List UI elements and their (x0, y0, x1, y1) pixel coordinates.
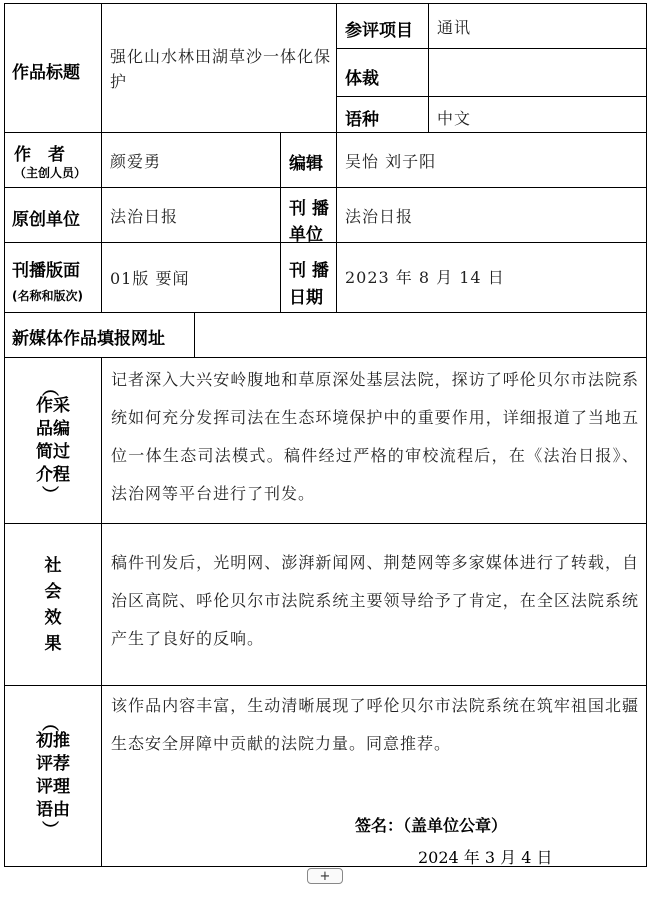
review-label-cell: （ 初推 评荐 评理 语由 ） (5, 686, 101, 866)
col-divider (280, 132, 281, 312)
row-divider (336, 48, 647, 49)
origin-unit-value: 法治日报 (110, 207, 179, 226)
language-value: 中文 (437, 109, 472, 128)
paren-close: ） (39, 820, 59, 838)
genre-label: 体裁 (345, 69, 379, 89)
col-divider (101, 3, 102, 312)
row-divider (336, 96, 647, 97)
col-divider (336, 132, 337, 312)
author-sub: （主创人员） (14, 166, 87, 180)
col-divider (336, 3, 337, 132)
publish-unit-label-2: 单位 (289, 225, 323, 245)
publish-unit-value: 法治日报 (345, 207, 414, 226)
title-label: 作品标题 (12, 63, 80, 83)
sign-date: 2024 年 3 月 4 日 (418, 848, 553, 867)
paren-close: ） (39, 485, 59, 502)
row-divider (4, 312, 647, 313)
author-value: 颜爱勇 (110, 152, 162, 171)
url-label: 新媒体作品填报网址 (12, 329, 165, 349)
paren-open: （ (39, 714, 59, 732)
publish-date-label-2: 日期 (289, 288, 323, 308)
col-divider (646, 3, 647, 867)
language-label: 语种 (345, 110, 379, 130)
origin-unit-label: 原创单位 (12, 210, 80, 230)
intro-text: 记者深入大兴安岭腹地和草原深处基层法院，探访了呼伦贝尔市法院系统如何充分发挥司法在生态环境保护中的重要作用，详细报道了当地五位一体生态司法模式。稿件经过严格的审校流程后，在《法治日报》、法治网等平台进行了刊发。 (111, 370, 639, 503)
expand-button[interactable]: + (307, 868, 343, 884)
edition-value: 01版 要闻 (110, 269, 190, 288)
paren-open: （ (39, 379, 59, 396)
col-divider (194, 312, 195, 357)
effect-text: 稿件刊发后，光明网、澎湃新闻网、荆楚网等多家媒体进行了转载，自治区高院、呼伦贝尔市法院系统主要领导给予了肯定，在全区法院系统产生了良好的反响。 (111, 553, 639, 648)
col-divider (101, 357, 102, 867)
editor-label: 编辑 (289, 154, 323, 174)
category-value: 通讯 (437, 18, 472, 37)
category-label: 参评项目 (345, 21, 413, 41)
intro-label-cell: （ 作采 品编 简过 介程 ） (5, 358, 101, 523)
title-value: 强化山水林田湖草沙一体化保护 (110, 47, 332, 91)
publish-date-label: 刊 播 (289, 261, 329, 281)
publish-unit-label: 刊 播 (289, 199, 329, 219)
edition-sub: (名称和版次) (12, 289, 83, 303)
signature: 签名：（盖单位公章） (355, 816, 508, 835)
col-divider (428, 3, 429, 132)
review-text: 该作品内容丰富，生动清晰展现了呼伦贝尔市法院系统在筑牢祖国北疆生态安全屏障中贡献的法院力量。同意推荐。 (111, 696, 639, 753)
edition-label: 刊播版面 (12, 261, 80, 281)
effect-label-cell: 社 会 效 果 (44, 555, 62, 654)
publish-date-value: 2023 年 8 月 14 日 (345, 268, 505, 287)
author-label: 作 者 (14, 145, 65, 165)
editor-value: 吴怡 刘子阳 (345, 152, 437, 171)
